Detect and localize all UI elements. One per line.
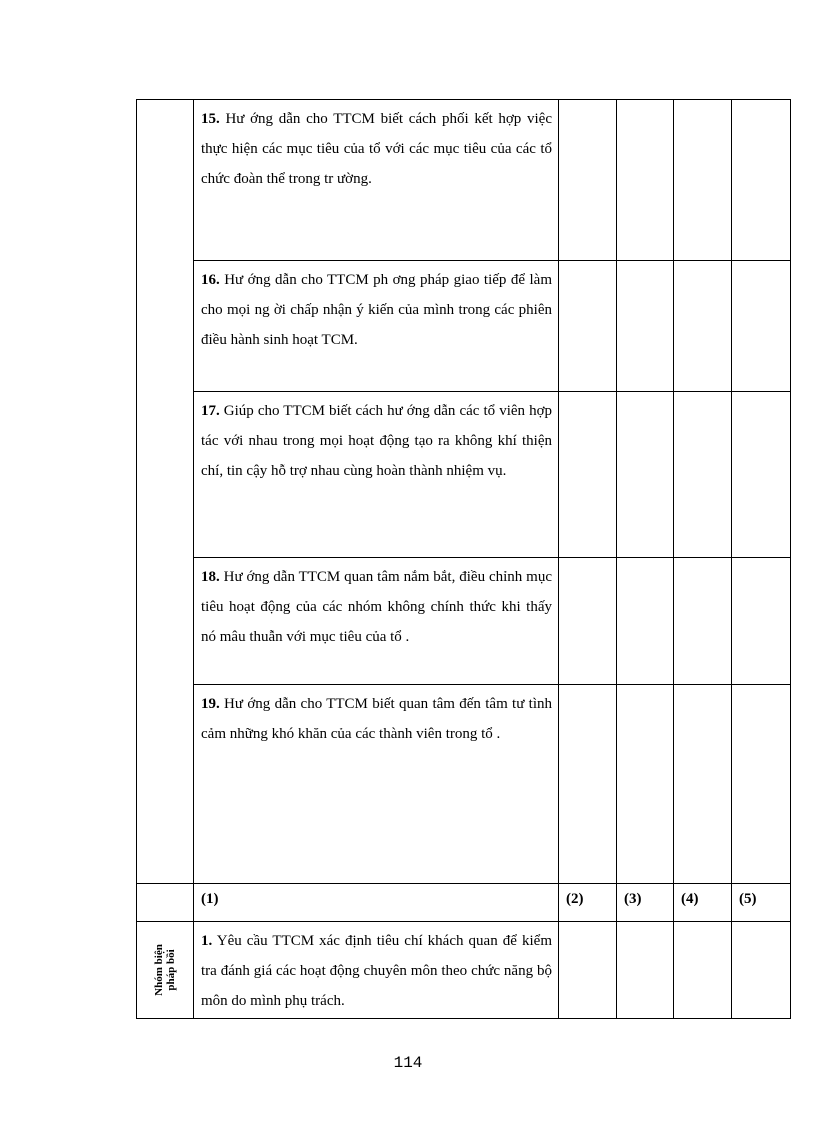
table-row — [137, 392, 791, 558]
item-number: 19. — [201, 696, 220, 712]
rating-cell[interactable] — [674, 392, 732, 558]
page-number: 114 — [393, 1054, 423, 1072]
rating-cell[interactable] — [732, 685, 791, 884]
rating-cell[interactable] — [559, 558, 617, 685]
item-cell — [194, 922, 559, 1019]
item-cell — [194, 100, 559, 261]
rating-cell[interactable] — [617, 685, 674, 884]
table-row — [137, 100, 791, 261]
rating-cell[interactable] — [559, 100, 617, 261]
item-text: Hư ớng dẫn cho TTCM ph ơng pháp giao tiếp để làm cho mọi ng ời chấp nhận ý kiến của mình trong các phiên điều hành sinh hoạt TCM. — [201, 272, 552, 348]
header-cell-empty — [137, 884, 194, 922]
rating-cell[interactable] — [617, 100, 674, 261]
rating-cell[interactable] — [559, 922, 617, 1019]
header-label: (4) — [681, 891, 699, 907]
rating-cell[interactable] — [617, 558, 674, 685]
group-cell-empty — [137, 100, 194, 884]
rating-cell[interactable] — [617, 922, 674, 1019]
item-text: Hư ớng dẫn TTCM quan tâm nắm bắt, điều chỉnh mục tiêu hoạt động của các nhóm không chính thức khi thấy nó mâu thuẫn với mục tiêu của tổ . — [201, 569, 552, 645]
table-row — [137, 558, 791, 685]
rating-cell[interactable] — [732, 558, 791, 685]
header-cell — [194, 884, 559, 922]
rating-cell[interactable] — [732, 261, 791, 392]
group-label-text — [153, 944, 177, 996]
item-number: 18. — [201, 569, 220, 585]
item-17 — [194, 392, 558, 486]
header-cell — [617, 884, 674, 922]
header-label: (5) — [739, 891, 757, 907]
group-label-line1: Nhóm biện — [153, 944, 165, 996]
header-cell — [559, 884, 617, 922]
item-1 — [194, 922, 558, 1016]
rating-cell[interactable] — [559, 261, 617, 392]
rating-cell[interactable] — [674, 261, 732, 392]
group-label-line2: pháp bồi — [165, 949, 177, 991]
item-cell — [194, 685, 559, 884]
item-number: 15. — [201, 111, 220, 127]
rating-cell[interactable] — [559, 392, 617, 558]
rating-cell[interactable] — [732, 100, 791, 261]
item-text: Hư ớng dẫn cho TTCM biết cách phối kết hợp việc thực hiện các mục tiêu của tổ với các mục tiêu của các tổ chức đoàn thể trong tr ường. — [201, 111, 552, 187]
item-number: 17. — [201, 403, 220, 419]
group-cell — [137, 922, 194, 1019]
item-text: Yêu cầu TTCM xác định tiêu chí khách quan để kiểm tra đánh giá các hoạt động chuyên môn theo chức năng bộ môn do mình phụ trách. — [201, 933, 552, 1009]
table-row — [137, 261, 791, 392]
item-cell — [194, 261, 559, 392]
table-row — [137, 922, 791, 1019]
item-18 — [194, 558, 558, 652]
header-row — [137, 884, 791, 922]
item-16 — [194, 261, 558, 355]
header-label: (3) — [624, 891, 642, 907]
item-cell — [194, 392, 559, 558]
table-row — [137, 685, 791, 884]
group-label — [137, 922, 193, 1018]
rating-cell[interactable] — [732, 392, 791, 558]
header-cell — [732, 884, 791, 922]
rating-cell[interactable] — [732, 922, 791, 1019]
rating-cell[interactable] — [617, 261, 674, 392]
item-19 — [194, 685, 558, 749]
header-label: (1) — [201, 891, 219, 907]
header-label: (2) — [566, 891, 584, 907]
rating-cell[interactable] — [674, 685, 732, 884]
item-cell — [194, 558, 559, 685]
item-15 — [194, 100, 558, 194]
rating-cell[interactable] — [617, 392, 674, 558]
survey-table — [136, 99, 791, 1019]
header-cell — [674, 884, 732, 922]
rating-cell[interactable] — [559, 685, 617, 884]
rating-cell[interactable] — [674, 922, 732, 1019]
rating-cell[interactable] — [674, 100, 732, 261]
item-number: 16. — [201, 272, 220, 288]
item-number: 1. — [201, 933, 213, 949]
item-text: Hư ớng dẫn cho TTCM biết quan tâm đến tâm tư tình cảm những khó khăn của các thành viên trong tổ . — [201, 696, 552, 742]
item-text: Giúp cho TTCM biết cách hư ớng dẫn các tổ viên hợp tác với nhau trong mọi hoạt động tạo ra không khí thiện chí, tin cậy hỗ trợ nhau cùng hoàn thành nhiệm vụ. — [201, 403, 552, 479]
rating-cell[interactable] — [674, 558, 732, 685]
